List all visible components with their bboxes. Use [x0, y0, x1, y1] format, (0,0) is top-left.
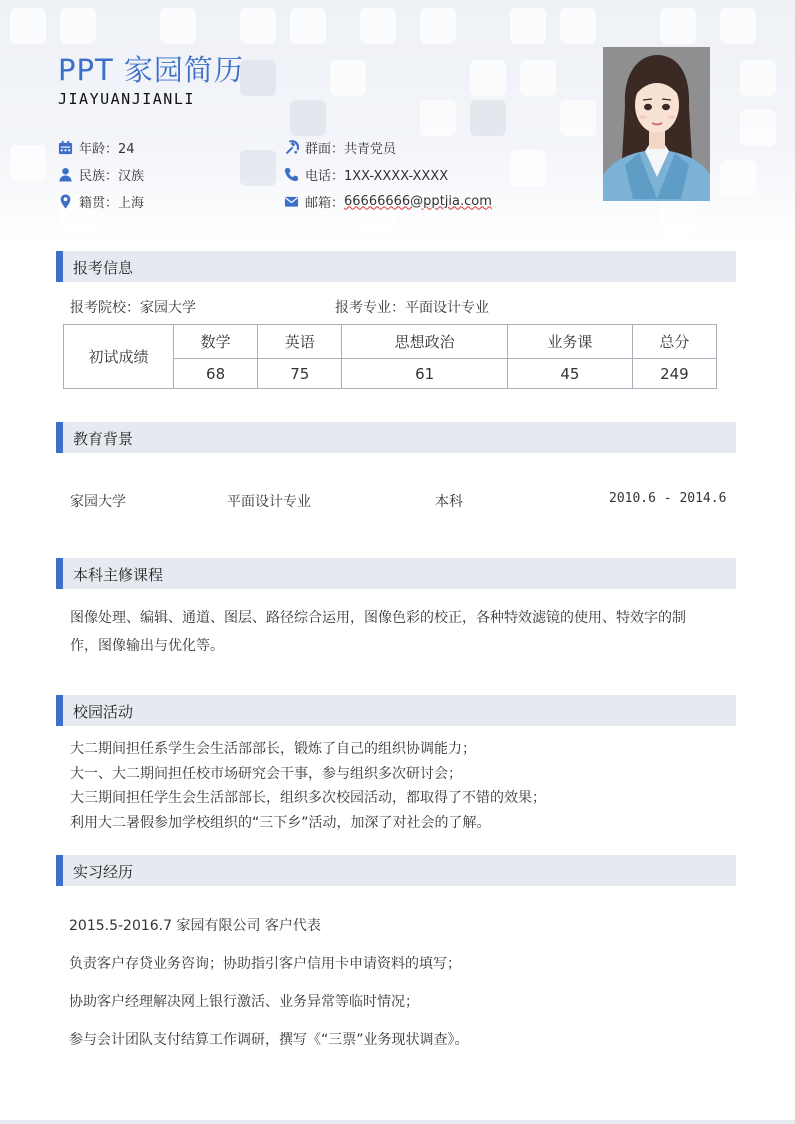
section-title: 校园活动 [73, 703, 134, 721]
phone-row [284, 164, 448, 184]
internship-item: 协助客户经理解决网上银行激活、业务异常等临时情况； [69, 994, 419, 1010]
section-title: 实习经历 [73, 863, 134, 881]
profile-photo [603, 47, 710, 201]
section-courses [56, 558, 736, 589]
score-table [63, 324, 717, 389]
section-education [56, 422, 736, 453]
political-text: 群面：共青党员 [305, 141, 397, 157]
hometown-row [58, 191, 144, 211]
score-header: 数学 [174, 325, 258, 359]
phone-text: 电话：1XX-XXXX-XXXX [305, 168, 449, 184]
score-header: 总分 [632, 325, 716, 359]
score-row-label: 初试成绩 [64, 325, 174, 389]
activity-item: 大一、大二期间担任校市场研究会干事，参与组织多次研讨会； [70, 765, 462, 782]
section-title: 本科主修课程 [73, 566, 164, 584]
education-major: 平面设计专业 [227, 494, 311, 510]
internship-item: 参与会计团队支付结算工作调研，撰写《“三票”业务现状调查》。 [69, 1032, 469, 1048]
section-internship [56, 855, 736, 886]
hometown-text: 籍贯：上海 [79, 195, 145, 211]
user-icon [58, 167, 73, 182]
score-header: 业务课 [507, 325, 632, 359]
resume-subtitle: JIAYUANJIANLI [58, 90, 195, 108]
exam-major: 报考专业：平面设计专业 [335, 300, 489, 316]
political-row [284, 137, 396, 157]
resume-title: PPT 家园简历 [58, 53, 244, 87]
avatar-illustration [603, 47, 710, 201]
score-value: 75 [258, 359, 342, 389]
score-value: 249 [632, 359, 716, 389]
location-pin-icon [58, 194, 73, 209]
activity-item: 大二期间担任系学生会生活部部长，锻炼了自己的组织协调能力； [70, 741, 476, 757]
courses-description [70, 604, 686, 660]
education-degree: 本科 [435, 494, 463, 510]
mail-icon [284, 194, 299, 209]
education-period: 2010.6 - 2014.6 [609, 491, 727, 506]
age-text: 年龄：24 [79, 141, 135, 157]
courses-line: 作，图像输出与优化等。 [70, 638, 224, 654]
section-title: 报考信息 [73, 259, 134, 277]
activity-item: 利用大二暑假参加学校组织的“三下乡”活动，加深了对社会的了解。 [70, 814, 491, 831]
email-label: 邮箱： [305, 195, 345, 211]
email-link[interactable]: 66666666@pptjia.com [344, 193, 492, 209]
score-header: 思想政治 [342, 325, 508, 359]
score-value: 68 [174, 359, 258, 389]
section-activities [56, 695, 736, 726]
education-school: 家园大学 [70, 494, 126, 510]
courses-line: 图像处理、编辑、通道、图层、路径综合运用，图像色彩的校正，各种特效滤镜的使用、特效字的制 [70, 610, 686, 626]
internship-item: 负责客户存贷业务咨询；协助指引客户信用卡申请资料的填写； [69, 956, 461, 972]
score-header: 英语 [258, 325, 342, 359]
age-row [58, 137, 135, 157]
party-emblem-icon [284, 140, 299, 155]
phone-icon [284, 167, 299, 182]
activity-item: 大三期间担任学生会生活部部长，组织多次校园活动，都取得了不错的效果； [70, 790, 546, 806]
activities-list [70, 737, 546, 835]
section-exam-info [56, 251, 736, 282]
email-row [284, 191, 492, 211]
score-value: 45 [507, 359, 632, 389]
calendar-icon [58, 140, 73, 155]
score-value: 61 [342, 359, 508, 389]
ethnicity-text: 民族：汉族 [79, 168, 145, 184]
ethnicity-row [58, 164, 144, 184]
section-title: 教育背景 [73, 430, 134, 448]
internship-item: 2015.5-2016.7 家园有限公司 客户代表 [69, 918, 321, 934]
exam-school: 报考院校：家园大学 [70, 300, 196, 316]
footer-divider [0, 1120, 795, 1124]
